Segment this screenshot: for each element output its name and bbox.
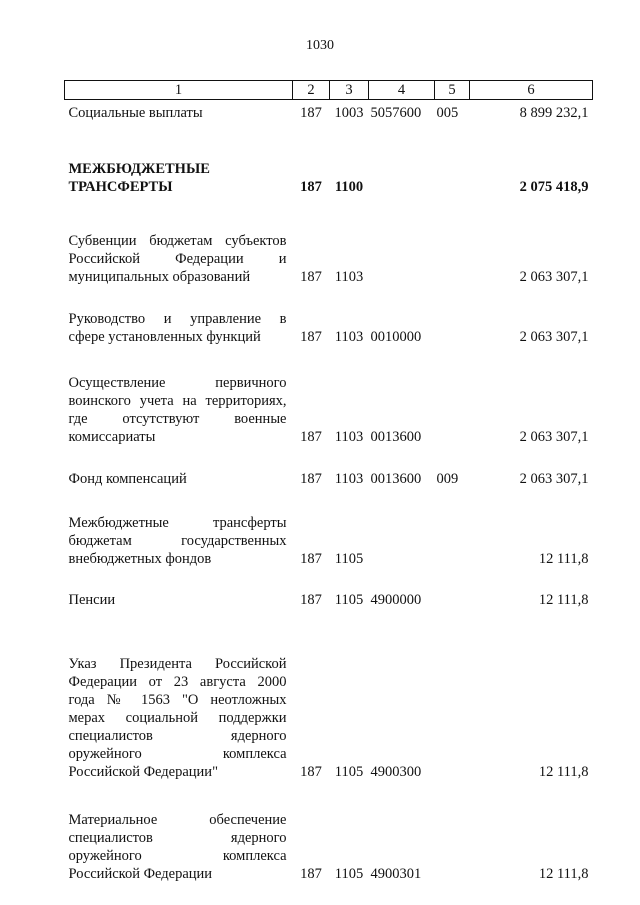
row-section: 1103 [334,328,364,345]
header-col-2: 2 [293,81,330,100]
row-target-article [369,122,435,196]
table-row [65,568,593,609]
row-name-line: воинского учета на территориях, [68,392,287,409]
row-amount: 12 111,8 [538,550,589,567]
row-name-line: Федерации от 23 августа 2000 [68,673,287,690]
row-expense-type [435,346,470,446]
row-expense-type [435,286,470,346]
row-expense-type [435,122,470,196]
row-name [65,346,293,446]
table-row [65,781,593,883]
row-name-line: Межбюджетные трансферты [68,514,287,531]
row-name-line: Руководство и управление в [68,310,287,327]
row-target-article: 4900300 [370,763,422,780]
row-target-article [369,196,435,286]
row-amount: 2 075 418,9 [519,178,589,195]
row-name-line: мерах социальной поддержки [68,709,287,726]
row-target-article: 4900000 [370,591,422,608]
table-row [65,100,593,122]
row-target-article: 0010000 [370,328,422,345]
row-amount: 2 063 307,1 [519,428,589,445]
row-expense-type [435,781,470,883]
table-body [65,100,593,883]
table-header-row [65,81,593,100]
table-row [65,286,593,346]
table-row [65,446,593,488]
row-name [65,781,293,883]
header-col-6: 6 [470,81,593,100]
row-chapter: 187 [300,428,322,445]
row-amount: 12 111,8 [538,865,589,882]
row-name [65,488,293,568]
page-number: 1030 [306,38,334,53]
table-row [65,346,593,446]
row-expense-type: 009 [436,470,459,487]
row-chapter: 187 [300,763,322,780]
row-amount: 12 111,8 [538,591,589,608]
row-name-line: Субвенции бюджетам субъектов [68,232,287,249]
row-expense-type [435,609,470,781]
row-name-line: Российской Федерации и [68,250,287,267]
row-expense-type [435,488,470,568]
row-section: 1105 [334,763,364,780]
row-name-line: внебюджетных фондов [68,550,212,567]
row-amount: 2 063 307,1 [519,470,589,487]
table-row [65,122,593,196]
header-col-5: 5 [435,81,470,100]
row-name-line: Российской Федерации" [68,763,218,780]
row-section: 1105 [334,591,364,608]
row-name [65,446,293,488]
table-row [65,609,593,781]
row-amount: 2 063 307,1 [519,268,589,285]
row-expense-type [435,568,470,609]
row-amount: 2 063 307,1 [519,328,589,345]
row-target-article: 5057600 [370,104,422,121]
row-name-line: Материальное обеспечение [68,811,287,828]
row-name-line: оружейного комплекса [68,847,287,864]
row-name-line: бюджетам государственных [68,532,287,549]
row-name-line: МЕЖБЮДЖЕТНЫЕ [68,160,210,177]
row-section: 1103 [334,428,364,445]
row-name [65,568,293,609]
row-chapter: 187 [300,591,322,608]
row-amount: 12 111,8 [538,763,589,780]
row-name-line: комиссариаты [68,428,156,445]
header-col-4: 4 [369,81,435,100]
row-target-article: 0013600 [370,428,422,445]
row-target-article [369,488,435,568]
row-name [65,122,293,196]
row-name-line: Социальные выплаты [68,104,203,121]
row-target-article: 4900301 [370,865,422,882]
row-expense-type: 005 [436,104,459,121]
row-name-line: муниципальных образований [68,268,251,285]
header-col-1: 1 [65,81,293,100]
table-row [65,196,593,286]
row-chapter: 187 [300,470,322,487]
row-name-line: Российской Федерации [68,865,213,882]
row-chapter: 187 [300,178,322,195]
row-name-line: Осуществление первичного [68,374,287,391]
row-name [65,100,293,122]
row-chapter: 187 [300,268,322,285]
row-chapter: 187 [300,865,322,882]
row-name-line: специалистов ядерного [68,727,287,744]
row-chapter: 187 [300,104,322,121]
row-chapter: 187 [300,328,322,345]
row-name-line: ТРАНСФЕРТЫ [68,178,173,195]
row-name-line: специалистов ядерного [68,829,287,846]
row-name-line: Фонд компенсаций [68,470,187,487]
row-target-article: 0013600 [370,470,422,487]
row-name [65,196,293,286]
row-name [65,609,293,781]
row-name-line: оружейного комплекса [68,745,287,762]
row-amount: 8 899 232,1 [519,104,589,121]
row-expense-type [435,196,470,286]
row-section: 1105 [334,550,364,567]
row-name-line: Пенсии [68,591,116,608]
header-col-3: 3 [330,81,369,100]
row-name-line: сфере установленных функций [68,328,261,345]
row-name-line: где отсутствуют военные [68,410,287,427]
row-chapter: 187 [300,550,322,567]
table-row [65,488,593,568]
row-section: 1103 [334,470,364,487]
row-name-line: года № 1563 "О неотложных [68,691,287,708]
row-section: 1105 [334,865,364,882]
row-name [65,286,293,346]
row-section: 1003 [334,104,364,121]
row-section: 1103 [334,268,364,285]
row-name-line: Указ Президента Российской [68,655,287,672]
row-section: 1100 [334,178,364,195]
budget-table [64,80,593,883]
